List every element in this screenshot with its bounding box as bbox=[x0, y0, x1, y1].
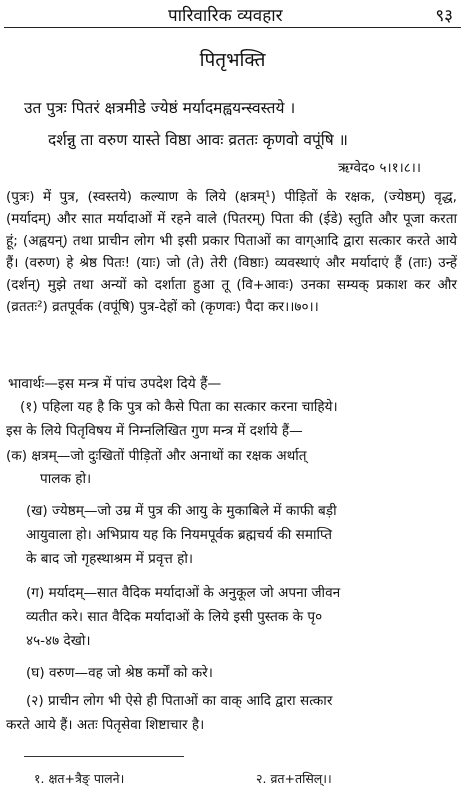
point-a-line-2: पालक हो। bbox=[40, 471, 92, 487]
point-2-line-1: (२) प्राचीन लोग भी ऐसे ही पिताओं का वाक् आदि द्वारा सत्कार bbox=[26, 693, 333, 709]
point-1-line-2: इस के लिये पितृविषय में निम्नलिखित गुण मन्त्र में दर्शाये हैं— bbox=[6, 423, 303, 439]
running-title: पारिवारिक व्यवहार bbox=[168, 6, 283, 26]
point-c-line-2: व्यतीत करे। सात वैदिक मर्यादाओं के लिये इसी पुस्तक के पृ० bbox=[26, 609, 323, 625]
point-1-line-1: (१) पहिला यह है कि पुत्र को कैसे पिता का सत्कार करना चाहिये। bbox=[20, 399, 338, 415]
point-b-line-1: (ख) ज्येष्ठम्—जो उम्र में पुत्र की आयु के मुकाबिले में काफी बड़ी bbox=[26, 503, 337, 519]
point-d-line-1: (घ) वरुण—वह जो श्रेष्ठ कर्मों को करे। bbox=[26, 665, 213, 681]
verse-reference: ऋग्वेद० ५।१।८।। bbox=[338, 160, 421, 176]
footnote-rule bbox=[24, 756, 184, 757]
point-2-line-2: करते आये हैं। अतः पितृसेवा शिष्टाचार है। bbox=[6, 717, 205, 733]
verse-line-2: दर्शन्नु ता वरुण यास्ते विष्ठा आवः व्रततः कृणवो वपूंषि ॥ bbox=[48, 131, 348, 149]
point-c-line-3: ४५-४७ देखो। bbox=[26, 633, 91, 649]
footnote-1: १. क्षत+त्रैङ् पालने। bbox=[34, 771, 125, 786]
point-a-line-1: (क) क्षत्रम्—जो दुःखितों पीड़ितों और अनाथों का रक्षक अर्थात् bbox=[6, 448, 307, 464]
point-c-line-1: (ग) मर्यादम्—सात वैदिक मर्यादाओं के अनुकूल जो अपना जीवन bbox=[26, 585, 341, 601]
section-title: पितृभक्ति bbox=[199, 49, 266, 71]
page-header bbox=[0, 3, 465, 25]
footnote-2: २. व्रत+तसिल्।। bbox=[256, 771, 332, 786]
point-b-line-2: आयुवाला हो। अभिप्राय यह कि नियमपूर्वक ब्रह्मचर्य की समाप्ति bbox=[26, 527, 332, 543]
verse-line-1: उत पुत्रः पितरं क्षत्रमीडे ज्येष्ठं मर्यादमह्वयन्स्वस्तये । bbox=[24, 99, 296, 117]
bhavarth-heading: भावार्थः—इस मन्त्र में पांच उपदेश दिये हैं— bbox=[8, 376, 222, 392]
page-number: ९३ bbox=[435, 6, 453, 26]
commentary-paragraph: (पुत्रः) में पुत्र, (स्वस्तये) कल्याण के लिये (क्षत्रम्¹) पीड़ितों के रक्षक, (ज्येष्ठम्) वृद्ध, (मर्यादम्) और सात मर्यादाओं में रहने वाले (पितरम्) पिता की (ईडे) स्तुति और पूजा करता हूं; (अह्वयन्) तथा प्राचीन लोग भी इसी प्रकार पिताओं का वाग्आदि द्वारा सत्कार करते आये हैं। (वरुण) हे श्रेष्ठ पितः! (याः) जो (ते) तेरी (विष्ठाः) व्यवस्थाएं और मर्यादाएं हैं (ताः) उन्हें (दर्शन्) मुझे तथा अन्यों को दर्शाता हुआ तू (वि+आवः) उनका सम्यक् प्रकाश कर और (व्रततः²) व्रतपूर्वक (वपूंषि) पुत्र-देहों को (कृणवः) पैदा कर।।७०।। bbox=[6, 189, 458, 315]
point-b-line-3: के बाद जो गृहस्थाश्रम में प्रवृत्त हो। bbox=[26, 551, 194, 567]
header-rule bbox=[4, 27, 461, 28]
